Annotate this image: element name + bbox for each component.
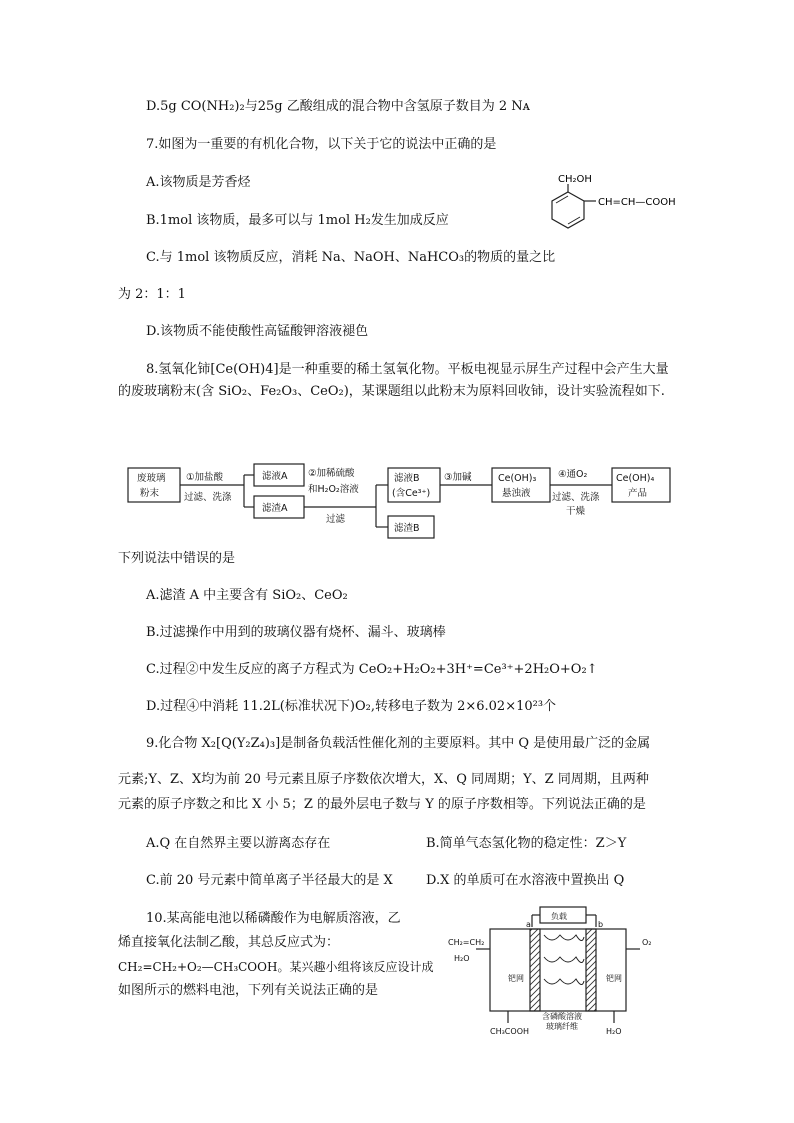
- cell-input-ethylene: CH₂=CH₂: [448, 938, 485, 947]
- flow-step2-b: 和H₂O₂溶液: [308, 484, 359, 495]
- q9-stem-3: 元素的原子序数之和比 X 小 5；Z 的最外层电子数与 Y 的原子序数相等。下列说法正确的是: [118, 797, 646, 812]
- flow-step4-a: ④通O₂: [558, 469, 588, 480]
- cell-electrode-b: b: [598, 920, 604, 929]
- flow-step4-c: 干燥: [566, 506, 586, 517]
- q7-structure-diagram: [540, 170, 690, 230]
- flow-filtrate-a: 滤液A: [262, 471, 288, 482]
- q8-stem: 8.氢氧化铈[Ce(OH)4]是一种重要的稀土氢氧化物。平板电视显示屏生产过程中会产生大量的废玻璃粉末(含 SiO₂、Fe₂O₃、CeO₂)，某课题组以此粉末为原料回收铈，设计实验流程如下.: [118, 362, 669, 399]
- cell-electrode-a: a: [526, 920, 531, 929]
- cell-input-water: H₂O: [454, 954, 470, 963]
- cell-electrolyte-label: 含磷酸溶液: [542, 1012, 582, 1021]
- q8-option-d: D.过程④中消耗 11.2L(标准状况下)O₂,转移电子数为 2×6.02×10²³个: [146, 699, 557, 714]
- q10-stem-1: 10.某高能电池以稀磷酸作为电解质溶液，乙: [146, 911, 401, 926]
- q6-option-d: D.5g CO(NH₂)₂与25g 乙酸组成的混合物中含氢原子数目为 2 Nᴀ: [146, 99, 530, 114]
- cell-input-oxygen: O₂: [642, 938, 652, 947]
- q8-option-b: B.过滤操作中用到的玻璃仪器有烧杯、漏斗、玻璃棒: [146, 625, 446, 640]
- flow-step2-a: ②加稀硫酸: [308, 468, 355, 479]
- flow-step1-a: ①加盐酸: [186, 472, 224, 483]
- flow-residue-b: 滤渣B: [394, 523, 420, 534]
- q7-option-a: A.该物质是芳香烃: [146, 175, 251, 190]
- q8-option-c: C.过程②中发生反应的离子方程式为 CeO₂+H₂O₂+3H⁺=Ce³⁺+2H₂O+O₂↑: [146, 662, 598, 677]
- flow-product-1: Ce(OH)₄: [616, 473, 655, 484]
- flow-step2-c: 过滤: [326, 514, 346, 525]
- q7-option-c-line2: 为 2：1：1: [118, 287, 186, 302]
- flow-susp-1: Ce(OH)₃: [498, 473, 537, 484]
- q10-stem-2: 烯直接氧化法制乙酸，其总反应式为：: [118, 935, 340, 950]
- cell-pd-mesh-right: 钯网: [606, 974, 622, 983]
- q9-option-a: A.Q 在自然界主要以游离态存在: [146, 836, 331, 851]
- flow-step4-b: 过滤、洗涤: [552, 492, 600, 503]
- cell-output-acetic-acid: CH₃COOH: [490, 1027, 530, 1036]
- flow-susp-2: 悬浊液: [502, 488, 531, 499]
- flow-box1-line2: 粉末: [140, 488, 160, 499]
- struct-chain-label: CH=CH—COOH: [598, 197, 676, 208]
- flow-residue-a: 滤渣A: [262, 503, 288, 514]
- flow-product-2: 产品: [628, 488, 648, 499]
- q9-option-b: B.简单气态氢化物的稳定性：Z＞Y: [426, 836, 627, 851]
- q9-stem-1: 9.化合物 X₂[Q(Y₂Z₄)₃]是制备负载活性催化剂的主要原料。其中 Q 是使用最广泛的金属: [146, 736, 651, 751]
- cell-load-label: 负载: [551, 912, 567, 921]
- q8-lead: 下列说法中错误的是: [118, 551, 236, 566]
- q9-option-c: C.前 20 号元素中简单离子半径最大的是 X: [146, 873, 393, 888]
- q7-option-c-line1: C.与 1mol 该物质反应，消耗 Na、NaOH、NaHCO₃的物质的量之比: [146, 250, 556, 265]
- q7-stem: 7.如图为一重要的有机化合物，以下关于它的说法中正确的是: [146, 137, 497, 152]
- q10-stem-4: 如图所示的燃料电池，下列有关说法正确的是: [118, 983, 379, 998]
- q8-flowchart: [126, 460, 686, 546]
- q7-option-d: D.该物质不能使酸性高锰酸钾溶液褪色: [146, 324, 369, 339]
- cell-pd-mesh-left: 钯网: [508, 974, 524, 983]
- struct-ch2oh-label: CH₂OH: [558, 174, 592, 185]
- flow-box1-line1: 废玻璃: [137, 473, 166, 484]
- q9-option-d: D.X 的单质可在水溶液中置换出 Q: [426, 873, 625, 888]
- flow-step3: ③加碱: [444, 472, 472, 483]
- cell-output-water: H₂O: [606, 1027, 622, 1036]
- flow-step1-b: 过滤、洗涤: [184, 492, 232, 503]
- flow-filtrate-b-1: 滤液B: [394, 473, 420, 484]
- q9-stem-2: 元素;Y、Z、X均为前 20 号元素且原子序数依次增大，X、Q 同周期；Y、Z 同周期，且两种: [118, 772, 649, 787]
- q10-stem-3: CH₂=CH₂+O₂—CH₃COOH。某兴趣小组将该反应设计成: [118, 960, 434, 974]
- cell-fiber-label: 玻璃纤维: [546, 1022, 578, 1031]
- q7-option-b: B.1mol 该物质，最多可以与 1mol H₂发生加成反应: [146, 213, 449, 228]
- q10-fuel-cell-diagram: [448, 905, 658, 1037]
- flow-filtrate-b-2: (含Ce³⁺): [392, 488, 431, 499]
- q8-option-a: A.滤渣 A 中主要含有 SiO₂、CeO₂: [146, 588, 348, 603]
